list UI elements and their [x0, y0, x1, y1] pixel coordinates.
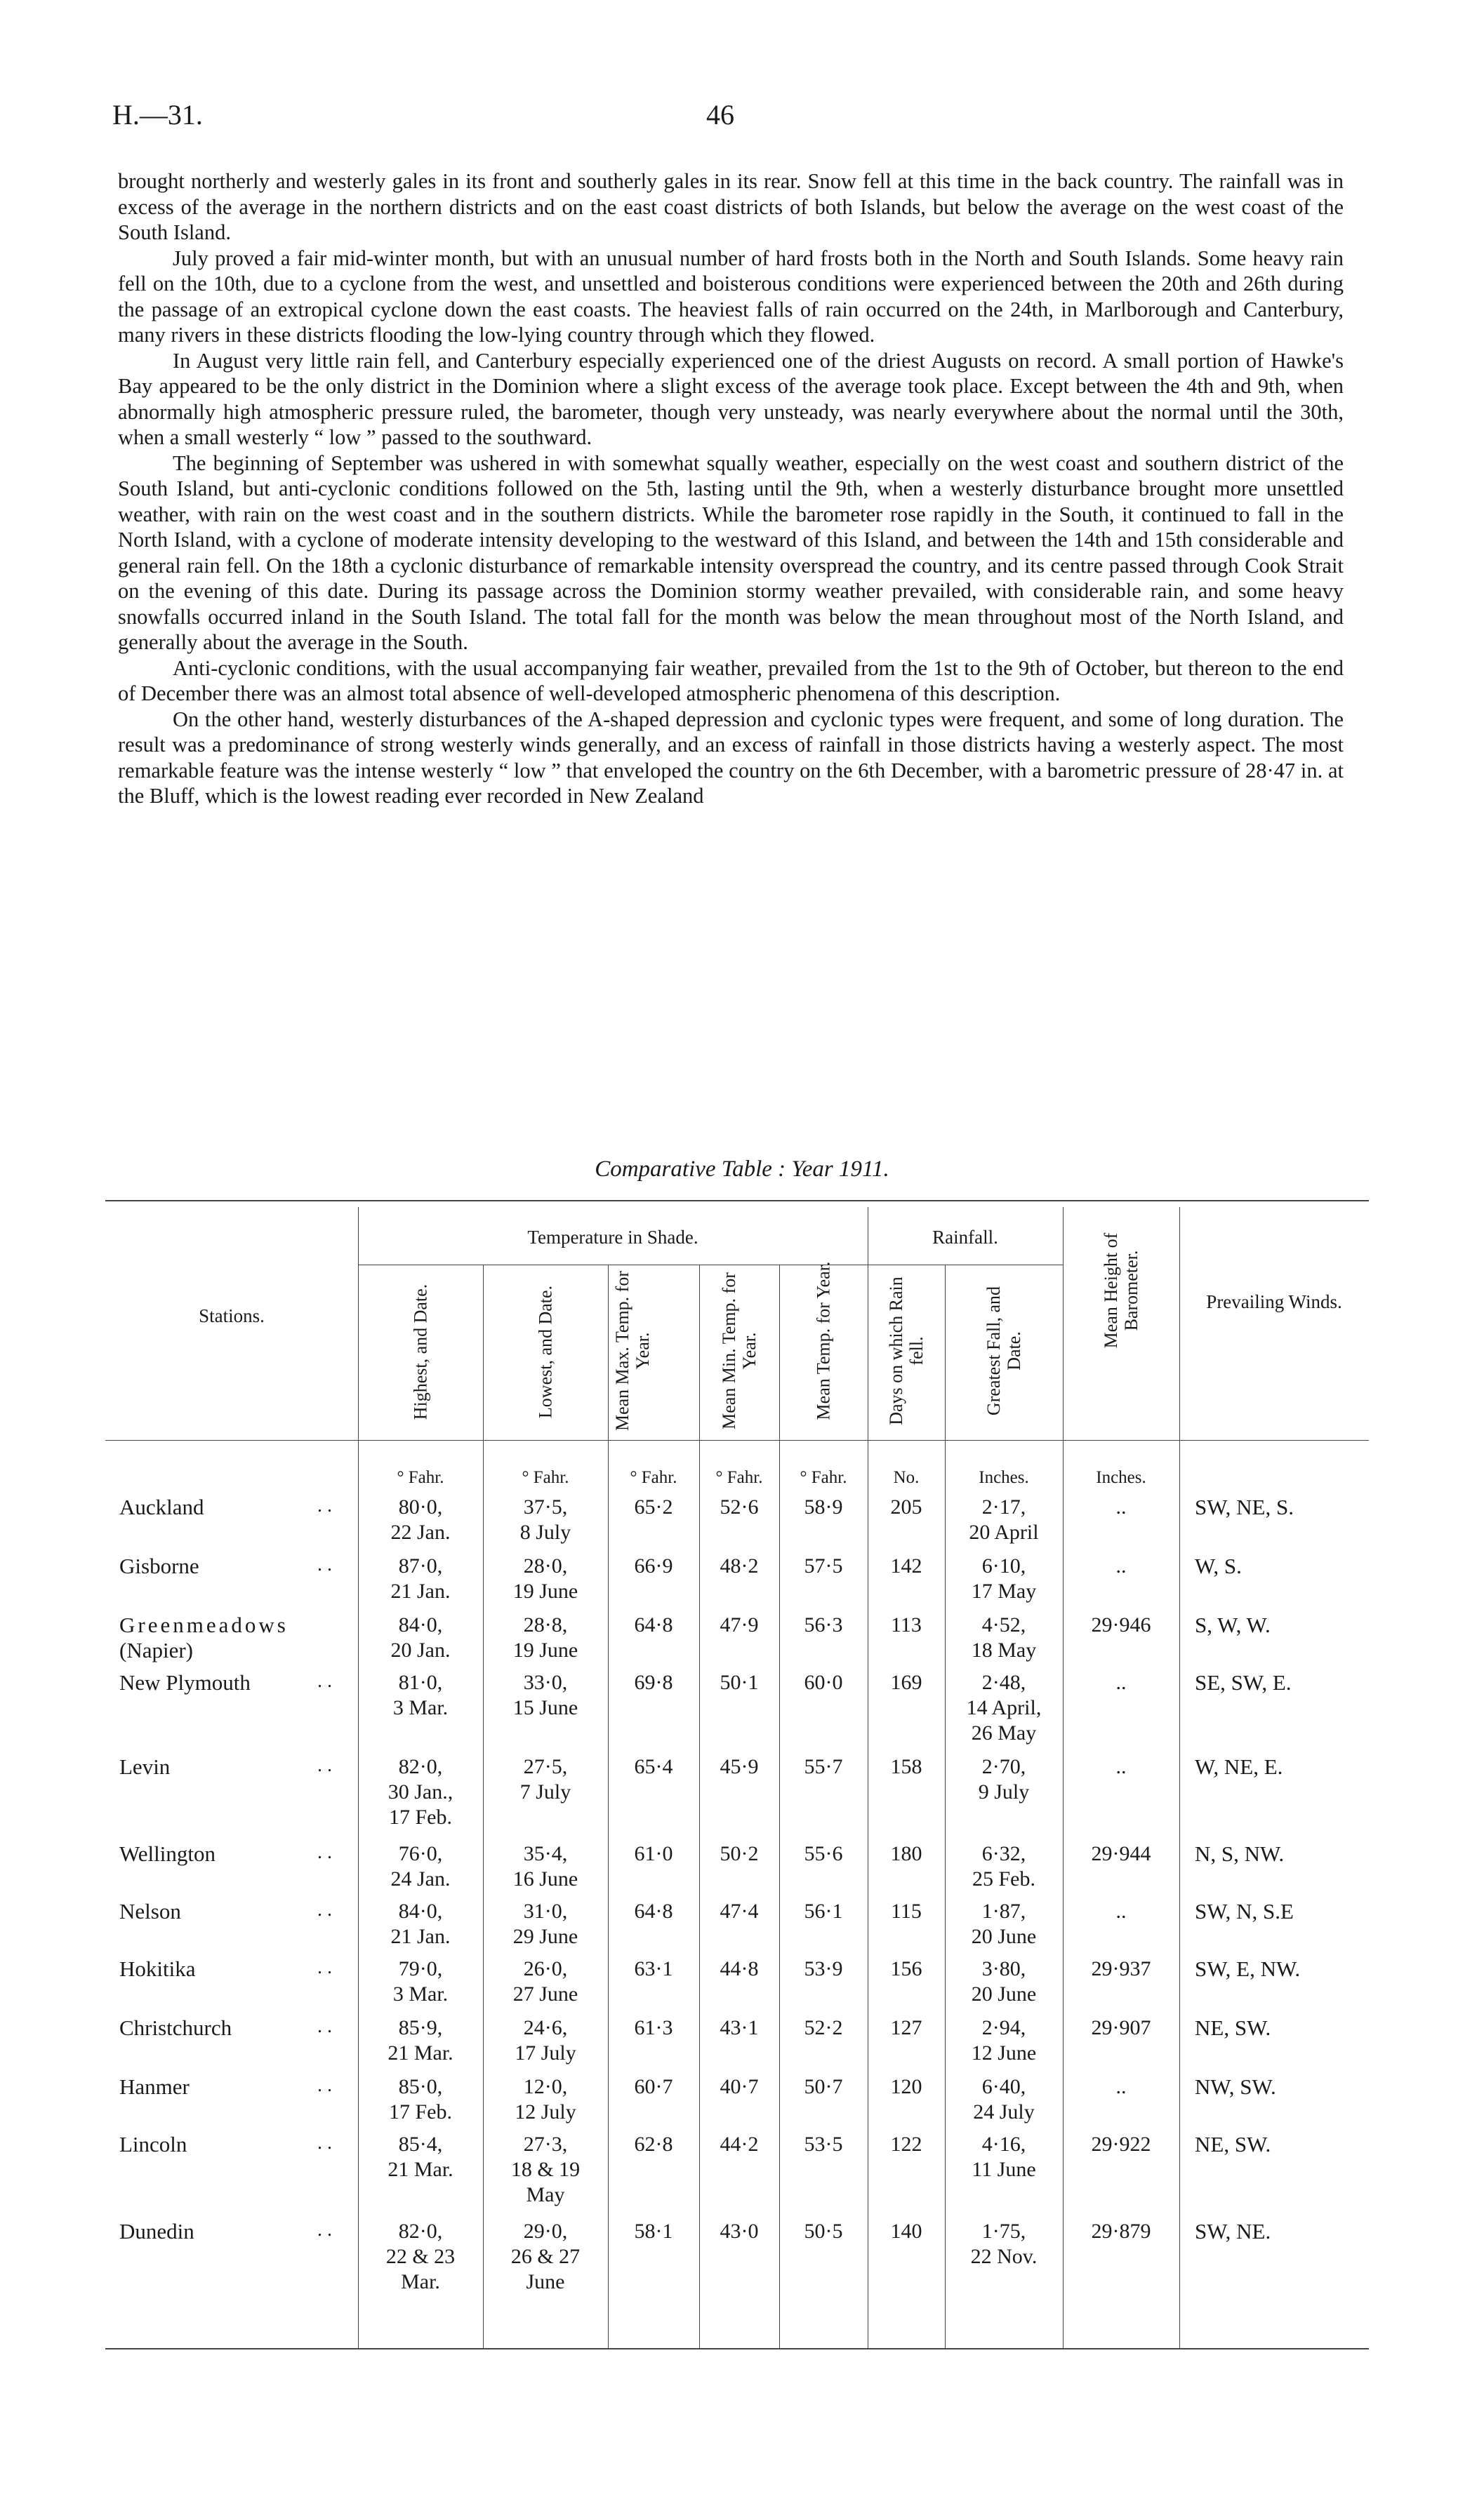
cell-meanmin: 44·8 — [720, 1957, 759, 1980]
cell-lowest: 27·5, 7 July — [519, 1755, 571, 1804]
cell-highest: 82·0, 30 Jan., 17 Feb. — [387, 1755, 453, 1829]
cell-highest: 81·0, 3 Mar. — [392, 1671, 449, 1719]
cell-meanmin: 43·0 — [720, 2220, 759, 2243]
cell-winds: S, W, W. — [1195, 1613, 1271, 1637]
station-name: Nelson — [119, 1899, 181, 1924]
cell-winds: SW, N, S.E — [1195, 1899, 1294, 1924]
unit-barometer: Inches. — [1096, 1468, 1146, 1487]
cell-days: 122 — [890, 2133, 922, 2156]
cell-highest: 85·0, 17 Feb. — [389, 2075, 452, 2124]
cell-meantemp: 52·2 — [804, 2016, 843, 2039]
paragraph: The beginning of September was ushered in with somewhat squally weather, especially on the west coast and southern district of the South Island, but anti-cyclonic conditions followed on the 5th, lasting until the 9th, when a westerly disturbance brought more unsettled weather, with rain on the west coast and in the southern districts. While the barometer rose rapidly in the South, it continued to fall in the North Island, with a cyclone of moderate intensity developing to the westward of this Island, and between the 14th and 15th considerable and general rain fell. On the 18th a cyclonic disturbance of remarkable intensity overspread the country, and its centre passed through Cook Strait on the evening of this date. During its passage across the Dominion stormy weather prevailed, with considerable rain, and some heavy snowfalls occurred inland in the South Island. The total fall for the month was below the mean throughout most of the North Island, and generally about the average in the South. — [118, 451, 1344, 654]
cell-highest: 85·9, 21 Mar. — [387, 2016, 453, 2065]
leader-dots: . . — [317, 1495, 332, 1516]
leader-dots: . . — [317, 2015, 332, 2037]
cell-highest: 76·0, 24 Jan. — [390, 1842, 451, 1891]
cell-baro: .. — [1115, 1495, 1127, 1519]
cell-greatest: 4·52, 18 May — [971, 1613, 1037, 1662]
cell-winds: NE, SW. — [1195, 2132, 1271, 2156]
cell-greatest: 4·16, 11 June — [972, 2133, 1036, 2181]
station-name: Hanmer — [119, 2074, 190, 2099]
station-name: Gisborne — [119, 1554, 199, 1578]
page-number: 46 — [706, 99, 734, 131]
cell-baro: .. — [1115, 1554, 1127, 1578]
station-name: Lincoln — [119, 2132, 187, 2156]
header-mean-max: Mean Max. Temp. for Year. — [612, 1270, 653, 1432]
cell-greatest: 6·10, 17 May — [971, 1554, 1037, 1603]
unit-highest: ° Fahr. — [397, 1468, 444, 1487]
cell-lowest: 28·8, 19 June — [512, 1613, 578, 1662]
cell-meanmin: 50·2 — [720, 1842, 759, 1865]
cell-winds: NE, SW. — [1195, 2015, 1271, 2040]
cell-winds: W, NE, E. — [1195, 1754, 1283, 1779]
cell-meanmin: 43·1 — [720, 2016, 759, 2039]
cell-meanmin: 50·1 — [720, 1671, 759, 1694]
leader-dots: . . — [317, 1841, 332, 1863]
cell-days: 140 — [890, 2220, 922, 2243]
cell-lowest: 27·3, 18 & 19 May — [510, 2133, 581, 2206]
cell-days: 180 — [890, 1842, 922, 1865]
header-highest: Highest, and Date. — [410, 1284, 431, 1420]
column-divider — [779, 1265, 780, 2348]
paragraph: July proved a fair mid-winter month, but with an unusual number of hard frosts both in the North and South Islands. Some heavy rain fell on the 10th, due to a cyclone from the west, and unsettled and boisterous conditions were experienced between the 20th and 26th during the passage of an extropical cyclone down the east coasts. The heaviest falls of rain occurred on the 24th, in Marlborough and Canterbury, many rivers in these districts flooding the low-lying country through which they flowed. — [118, 246, 1344, 347]
cell-meanmin: 45·9 — [720, 1755, 759, 1778]
cell-greatest: 2·17, 20 April — [969, 1495, 1039, 1544]
temperature-group-header: Temperature in Shade. — [527, 1227, 698, 1248]
leader-dots: . . — [317, 1554, 332, 1575]
unit-days: No. — [893, 1468, 920, 1487]
cell-highest: 84·0, 20 Jan. — [390, 1613, 451, 1662]
cell-lowest: 28·0, 19 June — [512, 1554, 578, 1603]
unit-lowest: ° Fahr. — [522, 1468, 569, 1487]
cell-meantemp: 53·9 — [804, 1957, 843, 1980]
station-name: Christchurch — [119, 2015, 232, 2040]
cell-baro: 29·879 — [1091, 2220, 1151, 2243]
cell-baro: 29·944 — [1091, 1842, 1151, 1865]
cell-days: 127 — [890, 2016, 922, 2039]
station-name: New Plymouth — [119, 1670, 251, 1695]
station-name: Levin — [119, 1754, 171, 1779]
leader-dots: . . — [317, 2132, 332, 2154]
station-name: Wellington — [119, 1841, 216, 1866]
cell-greatest: 6·40, 24 July — [973, 2075, 1035, 2124]
cell-baro: .. — [1115, 1900, 1127, 1923]
cell-meanmax: 66·9 — [634, 1554, 673, 1578]
cell-meanmin: 47·9 — [720, 1613, 759, 1636]
cell-days: 142 — [890, 1554, 922, 1578]
cell-highest: 87·0, 21 Jan. — [390, 1554, 451, 1603]
table-top-rule — [105, 1200, 1369, 1201]
unit-mean-max: ° Fahr. — [630, 1468, 677, 1487]
leader-dots: . . — [317, 2219, 332, 2241]
station-name: Auckland — [119, 1495, 204, 1519]
cell-days: 169 — [890, 1671, 922, 1694]
cell-winds: SW, NE. — [1195, 2219, 1271, 2244]
cell-highest: 79·0, 3 Mar. — [392, 1957, 449, 2006]
leader-dots: . . — [317, 2074, 332, 2096]
header-lowest: Lowest, and Date. — [535, 1285, 556, 1419]
cell-baro: 29·922 — [1091, 2133, 1151, 2156]
paragraph: brought northerly and westerly gales in its front and southerly gales in its rear. Snow fell at this time in the back country. The rainfall was in excess of the average in the northern districts and on the east coast districts of both Islands, but below the average on the west coast of the South Island. — [118, 169, 1344, 244]
unit-greatest: Inches. — [979, 1468, 1029, 1487]
header-days: Days on which Rain fell. — [886, 1276, 927, 1425]
cell-days: 156 — [890, 1957, 922, 1980]
cell-days: 158 — [890, 1755, 922, 1778]
table-caption: Comparative Table : Year 1911. — [595, 1156, 889, 1182]
table-bottom-rule — [105, 2348, 1369, 2349]
cell-baro: 29·907 — [1091, 2016, 1151, 2039]
leader-dots: . . — [317, 1956, 332, 1978]
cell-meantemp: 53·5 — [804, 2133, 843, 2156]
cell-lowest: 26·0, 27 June — [512, 1957, 578, 2006]
cell-meanmax: 58·1 — [634, 2220, 673, 2243]
cell-highest: 85·4, 21 Mar. — [387, 2133, 453, 2181]
header-barometer: Mean Height of Barometer. — [1101, 1232, 1141, 1349]
cell-meanmax: 64·8 — [634, 1613, 673, 1636]
cell-meanmax: 62·8 — [634, 2133, 673, 2156]
paragraph: In August very little rain fell, and Canterbury especially experienced one of the driest Augusts on record. A small portion of Hawke's Bay appeared to be the only district in the Dominion where a slight excess of the average took place. Except between the 4th and 9th, when abnormally high atmospheric pressure ruled, the barometer, though very unsteady, was nearly everywhere about the normal until the 30th, when a small westerly “ low ” passed to the southward. — [118, 348, 1344, 449]
cell-highest: 80·0, 22 Jan. — [390, 1495, 451, 1544]
cell-winds: SE, SW, E. — [1195, 1670, 1292, 1695]
cell-lowest: 24·6, 17 July — [515, 2016, 576, 2065]
cell-lowest: 35·4, 16 June — [512, 1842, 578, 1891]
column-divider — [608, 1265, 609, 2348]
cell-meanmax: 64·8 — [634, 1900, 673, 1923]
leader-dots: . . — [317, 1899, 332, 1921]
cell-greatest: 1·87, 20 June — [971, 1900, 1037, 1948]
cell-meantemp: 57·5 — [804, 1554, 843, 1578]
leader-dots: . . — [317, 1754, 332, 1776]
column-divider — [945, 1265, 946, 2348]
rainfall-group-header: Rainfall. — [932, 1227, 998, 1248]
cell-greatest: 6·32, 25 Feb. — [972, 1842, 1035, 1891]
cell-greatest: 3·80, 20 June — [971, 1957, 1037, 2006]
cell-meantemp: 55·6 — [804, 1842, 843, 1865]
cell-greatest: 2·94, 12 June — [971, 2016, 1037, 2065]
station-name: Greenmeadows (Napier) — [119, 1613, 289, 1662]
cell-meanmax: 63·1 — [634, 1957, 673, 1980]
header-greatest: Greatest Fall, and Date. — [983, 1286, 1024, 1416]
cell-meantemp: 50·5 — [804, 2220, 843, 2243]
cell-winds: N, S, NW. — [1195, 1841, 1285, 1866]
cell-meanmax: 61·3 — [634, 2016, 673, 2039]
paragraph: Anti-cyclonic conditions, with the usual accompanying fair weather, prevailed from the 1st to the 9th of October, but thereon to the end of December there was an almost total absence of well-developed atmospheric phenomena of this description. — [118, 655, 1344, 705]
cell-winds: W, S. — [1195, 1554, 1242, 1578]
cell-meanmin: 40·7 — [720, 2075, 759, 2098]
cell-meanmax: 61·0 — [634, 1842, 673, 1865]
cell-meanmin: 47·4 — [720, 1900, 759, 1923]
cell-meanmin: 44·2 — [720, 2133, 759, 2156]
station-name: Hokitika — [119, 1956, 196, 1981]
leader-dots: . . — [317, 1670, 332, 1692]
cell-highest: 82·0, 22 & 23 Mar. — [385, 2220, 456, 2293]
cell-baro: .. — [1115, 1671, 1127, 1694]
header-mean-min: Mean Min. Temp. for Year. — [719, 1272, 760, 1429]
cell-greatest: 1·75, 22 Nov. — [970, 2220, 1038, 2268]
cell-baro: 29·937 — [1091, 1957, 1151, 1980]
paragraph: On the other hand, westerly disturbances of the A-shaped depression and cyclonic types were frequent, and some of long duration. The result was a predominance of strong westerly winds generally, and an excess of rainfall in those districts having a westerly aspect. The most remarkable feature was the intense westerly “ low ” that enveloped the country on the 6th December, with a barometric pressure of 28·47 in. at the Bluff, which is the lowest reading ever recorded in New Zealand — [118, 707, 1344, 808]
cell-days: 120 — [890, 2075, 922, 2098]
cell-winds: SW, E, NW. — [1195, 1956, 1301, 1981]
document-reference: H.—31. — [112, 99, 203, 131]
cell-meantemp: 56·3 — [804, 1613, 843, 1636]
cell-greatest: 2·70, 9 July — [978, 1755, 1030, 1804]
cell-meantemp: 58·9 — [804, 1495, 843, 1519]
cell-meantemp: 56·1 — [804, 1900, 843, 1923]
cell-meanmax: 60·7 — [634, 2075, 673, 2098]
cell-highest: 84·0, 21 Jan. — [390, 1900, 451, 1948]
comparative-table — [105, 1200, 1369, 2351]
header-stations: Stations. — [199, 1305, 265, 1326]
cell-days: 205 — [890, 1495, 922, 1519]
cell-baro: .. — [1115, 2075, 1127, 2098]
cell-baro: .. — [1115, 1755, 1127, 1778]
header-mean-temp: Mean Temp. for Year. — [813, 1261, 834, 1420]
cell-days: 113 — [891, 1613, 922, 1636]
cell-meanmax: 65·4 — [634, 1755, 673, 1778]
cell-baro: 29·946 — [1091, 1613, 1151, 1636]
cell-winds: NW, SW. — [1195, 2074, 1276, 2099]
cell-lowest: 37·5, 8 July — [519, 1495, 571, 1544]
cell-meanmin: 48·2 — [720, 1554, 759, 1578]
unit-mean-temp: ° Fahr. — [800, 1468, 847, 1487]
cell-meantemp: 50·7 — [804, 2075, 843, 2098]
column-divider — [699, 1265, 700, 2348]
cell-meanmin: 52·6 — [720, 1495, 759, 1519]
unit-mean-min: ° Fahr. — [715, 1468, 763, 1487]
cell-lowest: 12·0, 12 July — [515, 2075, 576, 2124]
column-divider — [1179, 1207, 1180, 2348]
cell-winds: SW, NE, S. — [1195, 1495, 1294, 1519]
header-winds: Prevailing Winds. — [1206, 1291, 1342, 1312]
cell-lowest: 31·0, 29 June — [512, 1900, 578, 1948]
cell-meanmax: 69·8 — [634, 1671, 673, 1694]
cell-meanmax: 65·2 — [634, 1495, 673, 1519]
cell-greatest: 2·48, 14 April, 26 May — [966, 1671, 1042, 1745]
cell-meantemp: 55·7 — [804, 1755, 843, 1778]
cell-days: 115 — [891, 1900, 922, 1923]
cell-meantemp: 60·0 — [804, 1671, 843, 1694]
station-name: Dunedin — [119, 2219, 194, 2244]
cell-lowest: 33·0, 15 June — [512, 1671, 578, 1719]
body-text — [118, 168, 1344, 809]
cell-lowest: 29·0, 26 & 27 June — [510, 2220, 581, 2293]
